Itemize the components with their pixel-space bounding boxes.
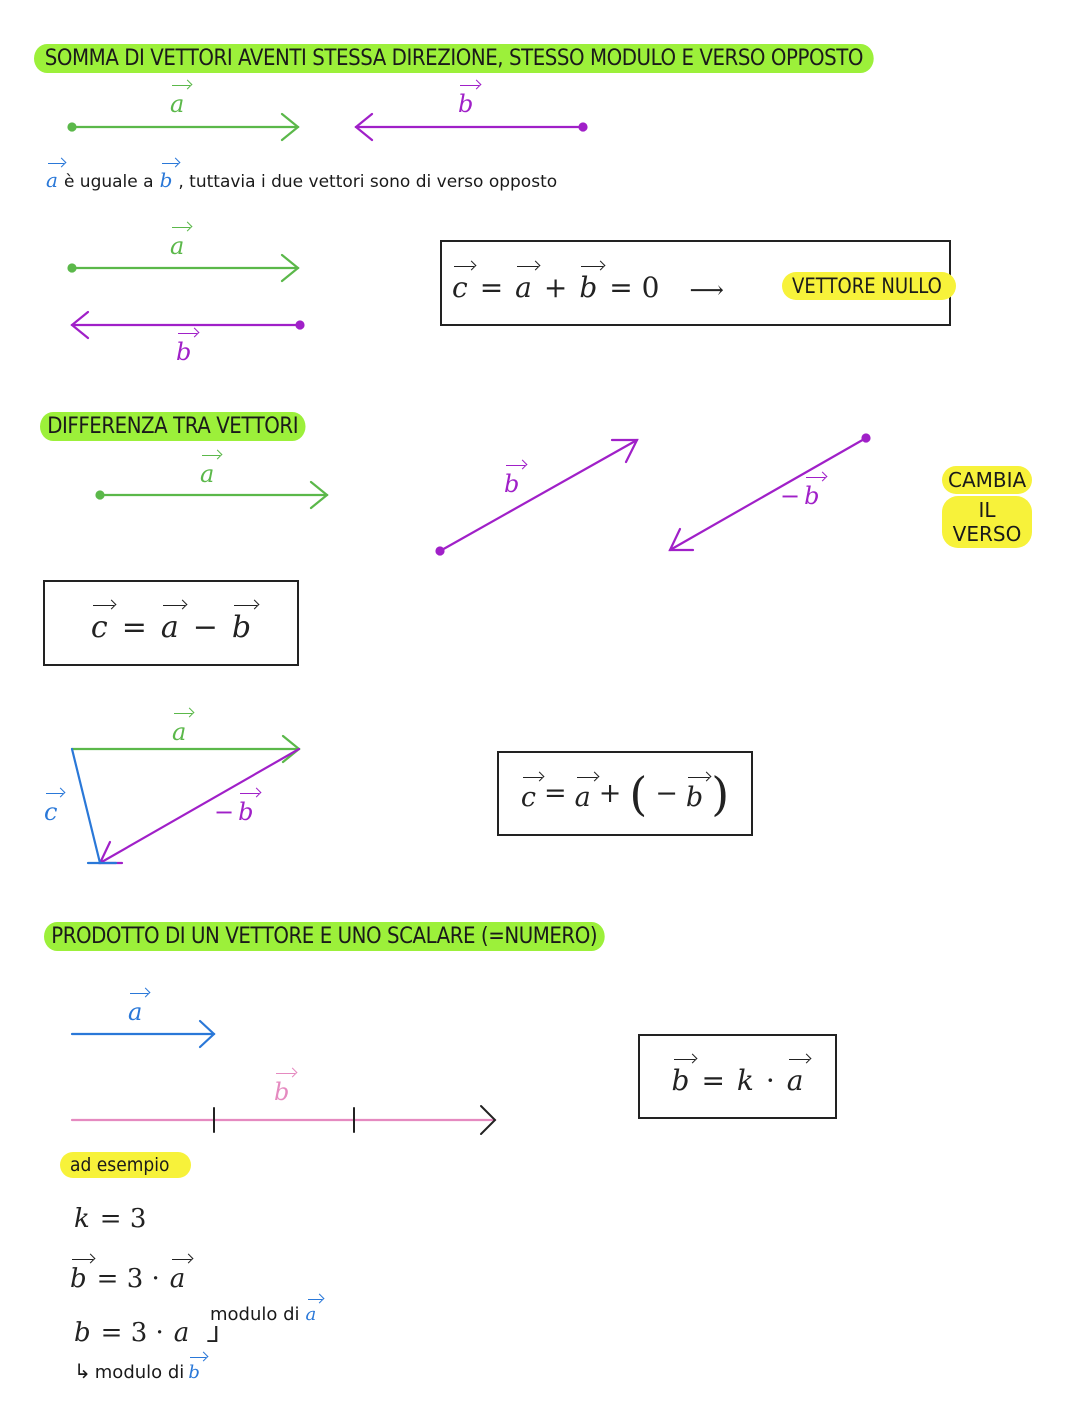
formula-prod-dot: · bbox=[765, 1064, 775, 1097]
formula-sum-b: b bbox=[579, 263, 597, 304]
section-title-sum bbox=[34, 44, 874, 73]
example-b-rest: = 3 · bbox=[96, 1264, 160, 1294]
example-b-vec: b bbox=[70, 1256, 87, 1294]
vector-b-diagonal bbox=[437, 440, 638, 555]
formula-prod-a: a bbox=[787, 1056, 804, 1097]
modulo-a-hook: ⅃ bbox=[207, 1323, 220, 1348]
example-text: ad esempio bbox=[70, 1154, 170, 1176]
formula-diff2-minus: − bbox=[655, 778, 678, 809]
label-minus-b-sign: − bbox=[780, 482, 801, 510]
formula-diff-a: a bbox=[161, 602, 179, 645]
formula-diff2-c: c bbox=[521, 774, 536, 813]
label-b-top-text: b bbox=[458, 82, 473, 118]
label-minus-b-text: b bbox=[804, 474, 819, 510]
label-minus-b-triangle-text: b bbox=[238, 790, 253, 826]
label-minus-b-diagonal bbox=[780, 474, 819, 510]
formula-diff-c: c bbox=[91, 602, 108, 645]
modulo-a-vec: a bbox=[306, 1296, 317, 1325]
modulo-a-text: modulo di bbox=[210, 1304, 300, 1325]
formula-diff-eq: = bbox=[121, 609, 147, 645]
formula-sum-plus: + bbox=[543, 270, 568, 304]
cambia-text: CAMBIA bbox=[948, 468, 1027, 492]
label-a-product-text: a bbox=[128, 990, 142, 1026]
section-title-difference bbox=[40, 412, 305, 441]
triangle-vector-c bbox=[72, 749, 116, 863]
label-minus-b-triangle bbox=[214, 790, 253, 826]
il-verso-text: IL VERSO bbox=[952, 498, 1022, 546]
note-text-1: è uguale a bbox=[63, 172, 154, 192]
example-badge bbox=[60, 1152, 191, 1178]
formula-box-difference-sum bbox=[497, 751, 753, 836]
example-k-line bbox=[74, 1204, 146, 1234]
formula-diff2-b: b bbox=[686, 774, 703, 813]
modulo-a-note bbox=[210, 1296, 316, 1325]
note-text-2: , tuttavia i due vettori sono di verso opposto bbox=[178, 172, 558, 192]
label-c-triangle-text: c bbox=[44, 790, 57, 826]
section-title-sum-text: SOMMA DI VETTORI AVENTI STESSA DIREZIONE, STESSO MODULO E VERSO OPPOSTO bbox=[44, 46, 864, 71]
formula-sum-eq2: = 0 bbox=[609, 270, 660, 304]
formula-diff2-eq: = bbox=[543, 778, 567, 809]
formula-diff-minus: − bbox=[192, 609, 218, 645]
formula-box-difference bbox=[43, 580, 299, 666]
formula-diff-b: b bbox=[232, 602, 251, 645]
formula-sum-arrow: ⟶ bbox=[689, 275, 724, 304]
section-title-product bbox=[44, 922, 604, 951]
label-a-triangle bbox=[172, 710, 186, 746]
label-a-difference-text: a bbox=[200, 452, 214, 488]
vector-minus-b-diagonal bbox=[670, 435, 870, 551]
formula-box-product bbox=[638, 1034, 837, 1119]
section-title-product-text: PRODOTTO DI UN VETTORE E UNO SCALARE (=NUMERO) bbox=[51, 924, 598, 949]
label-a-second-text: a bbox=[170, 224, 184, 260]
example-mod-b: b bbox=[74, 1318, 91, 1348]
label-b-diagonal-text: b bbox=[504, 462, 519, 498]
formula-diff2-plus: + bbox=[598, 778, 622, 809]
modulo-b-arrow-icon: ↳ bbox=[74, 1359, 91, 1383]
cambia-verso-label bbox=[942, 466, 1032, 548]
label-b-second bbox=[176, 330, 191, 366]
formula-prod-k: k bbox=[736, 1064, 754, 1097]
modulo-b-note bbox=[74, 1354, 200, 1383]
label-b-product-text: b bbox=[274, 1070, 289, 1106]
section-title-difference-text: DIFFERENZA TRA VETTORI bbox=[47, 414, 299, 439]
label-a-top bbox=[170, 82, 184, 118]
label-b-second-text: b bbox=[176, 330, 191, 366]
formula-box-sum bbox=[440, 240, 951, 326]
example-mod-a: a bbox=[173, 1318, 190, 1348]
formula-diff2-a: a bbox=[575, 774, 591, 813]
label-a-triangle-text: a bbox=[172, 710, 186, 746]
modulo-b-text: modulo di bbox=[94, 1362, 185, 1383]
example-mod-rest: = 3 · bbox=[100, 1318, 164, 1348]
sum-note bbox=[46, 160, 557, 192]
label-b-top bbox=[458, 82, 473, 118]
example-b-a-vec: a bbox=[170, 1256, 186, 1294]
label-c-triangle bbox=[44, 790, 57, 826]
triangle-vector-minus-b bbox=[100, 749, 299, 863]
formula-prod-eq: = bbox=[701, 1064, 725, 1097]
example-k: k bbox=[74, 1204, 90, 1234]
label-b-product bbox=[274, 1070, 289, 1106]
formula-diff2-open: ( bbox=[629, 766, 648, 821]
label-a-product bbox=[128, 990, 142, 1026]
label-a-difference bbox=[200, 452, 214, 488]
example-modulus-line bbox=[74, 1318, 220, 1348]
note-b: b bbox=[160, 160, 173, 192]
formula-diff2-close: ) bbox=[711, 766, 730, 821]
vettore-nullo-text: VETTORE NULLO bbox=[792, 274, 942, 298]
label-a-top-text: a bbox=[170, 82, 184, 118]
example-b-line bbox=[70, 1256, 185, 1294]
example-k-rest: = 3 bbox=[99, 1204, 147, 1234]
modulo-b-vec: b bbox=[188, 1354, 200, 1383]
formula-sum-eq1: = bbox=[479, 270, 504, 304]
label-b-diagonal bbox=[504, 462, 519, 498]
vettore-nullo-badge bbox=[782, 272, 956, 300]
formula-sum-a: a bbox=[515, 263, 532, 304]
label-minus-b-triangle-sign: − bbox=[214, 798, 235, 826]
formula-sum-c: c bbox=[452, 263, 468, 304]
note-a: a bbox=[46, 160, 58, 192]
vector-a-product bbox=[72, 1021, 214, 1047]
label-a-second bbox=[170, 224, 184, 260]
formula-prod-b: b bbox=[672, 1056, 690, 1097]
